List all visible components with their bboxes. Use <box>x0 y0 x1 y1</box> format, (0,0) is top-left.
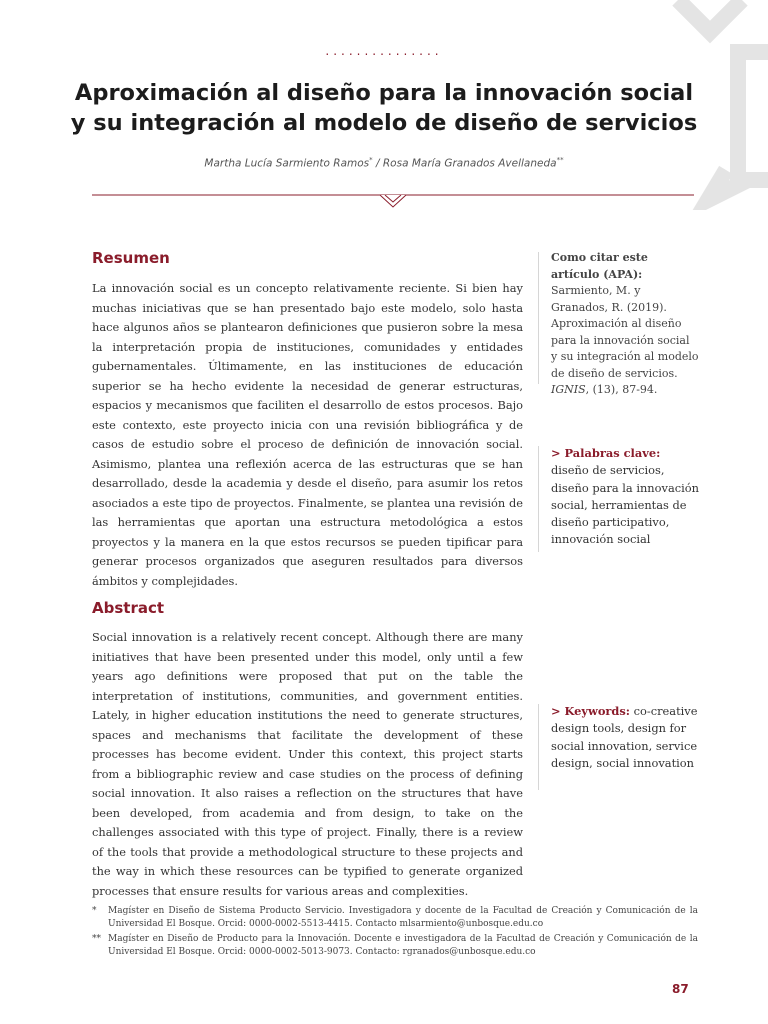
author-2-mark: ** <box>556 156 564 164</box>
title-line-2: y su integración al modelo de diseño de servicios <box>70 110 698 136</box>
palabras-clave-block <box>551 445 701 549</box>
author-1-mark: * <box>369 156 373 164</box>
citation-block <box>551 250 699 399</box>
title-line-1: Aproximación al diseño para la innovación social <box>74 80 694 106</box>
citation-text-end: , (13), 87-94. <box>585 383 658 396</box>
keywords-block <box>551 703 701 772</box>
footnote-1-text: Magíster en Diseño de Sistema Producto Servicio. Investigadora y docente de la Facultad de Creación y Comunicación de la Universidad El Bosque. Orcid: 0000-0002-5513-4415. Contacto mlsarmiento@unbosque.edu.co <box>108 906 698 929</box>
abstract-heading: Abstract <box>92 599 165 617</box>
sidebar-divider-palabras <box>538 446 539 552</box>
footnote-2-text: Magíster en Diseño de Producto para la Innovación. Docente e investigadora de la Facultad de Creación y Comunicación de la Universidad El Bosque. Orcid: 0000-0002-5013-9073. Contacto: rgranados@unbosque.edu.co <box>108 934 698 957</box>
palabras-clave-text: diseño de servicios, diseño para la innovación social, herramientas de diseño participativo, innovación social <box>551 463 699 547</box>
abstract-body: Social innovation is a relatively recent concept. Although there are many initiatives that have been presented under this model, only until a few years ago definitions were proposed that put on the table the interpretation of institutions, communities, and government entities. Lately, in higher education institutions the need to generate structures, spaces and mechanisms that facilitate the development of these processes has become evident. Under this context, this project starts from a bibliographic review and case studies on the process of defining social innovation. It also raises a reflection on the structures that have been developed, from academia and from design, to take on the challenges associated with this type of project. Finally, there is a review of the tools that provide a methodological structure to these projects and the way in which these resources can be typified to generate organized processes that ensure results for various areas and complexities. <box>92 630 523 898</box>
keywords-text: co-creative design tools, design for social innovation, service design, social innovation <box>551 704 698 770</box>
author-separator: / <box>372 157 383 170</box>
sidebar-divider-citation <box>538 252 539 384</box>
page-number: 87 <box>672 982 689 996</box>
sidebar-divider-keywords <box>538 704 539 790</box>
citation-journal: IGNIS <box>551 383 586 396</box>
citation-text: Sarmiento, M. y Granados, R. (2019). Aproximación al diseño para la innovación social y su integración al modelo de diseño de servicios. <box>551 284 699 380</box>
palabras-clave-label: > Palabras clave: <box>551 446 661 460</box>
header-dots-ornament: ............... <box>325 44 443 58</box>
footnote-2-mark: ** <box>92 934 101 944</box>
footnote-1-mark: * <box>92 906 97 916</box>
footnote-2 <box>92 933 698 959</box>
authors-line <box>0 156 768 170</box>
author-2: Rosa María Granados Avellaneda <box>382 157 557 170</box>
article-title <box>60 78 708 138</box>
footnote-1 <box>92 905 698 931</box>
citation-label: Como citar este artículo (APA): <box>551 251 648 281</box>
resumen-heading: Resumen <box>92 249 170 267</box>
header-divider <box>92 188 694 210</box>
author-1: Martha Lucía Sarmiento Ramos <box>204 157 370 170</box>
resumen-body: La innovación social es un concepto relativamente reciente. Si bien hay muchas iniciativas que se han presentado bajo este modelo, solo hasta hace algunos años se plantearon definiciones que pusieron sobre la mesa la interpretación propia de instituciones, comunidades y entidades gubernamentales. Últimamente, en las instituciones de educación superior se ha hecho evidente la necesidad de generar estructuras, espacios y mecanismos que faciliten el desarrollo de estos procesos. Bajo este contexto, este proyecto inicia con una revisión bibliográfica y de casos de estudio sobre el proceso de definición de innovación social. Asimismo, plantea una reflexión acerca de las estructuras que se han desarrollado, desde la academia y desde el diseño, para asumir los retos asociados a este tipo de proyectos. Finalmente, se plantea una revisión de las herramientas que aportan una estructura metodológica a estos proyectos y la manera en la que estos recursos se pueden tipificar para generar procesos organizados que aseguren resultados para diversos ámbitos y complejidades. <box>92 281 523 588</box>
keywords-label: > Keywords: <box>551 704 631 718</box>
